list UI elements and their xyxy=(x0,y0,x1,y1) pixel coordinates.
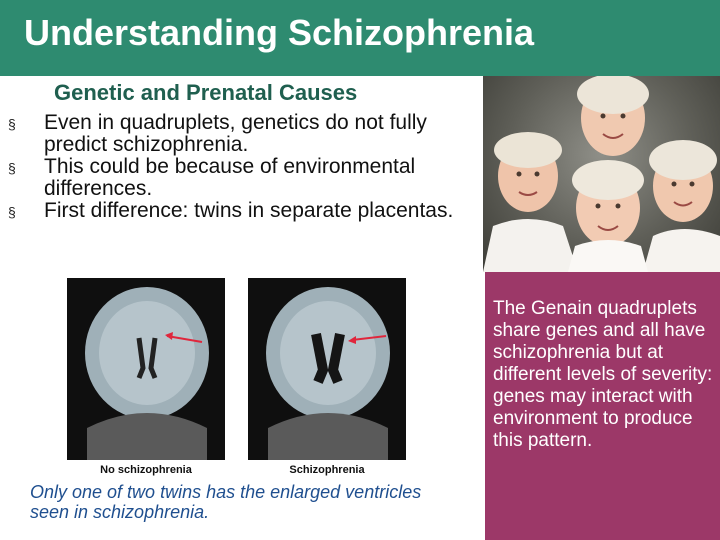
brain-scan-image-left xyxy=(67,278,225,460)
hair-shape xyxy=(494,132,562,168)
bullet-marker: § xyxy=(8,160,16,176)
bullet-marker: § xyxy=(8,204,16,220)
brain-label-left: No schizophrenia xyxy=(100,464,192,476)
clothing-shape xyxy=(483,219,578,272)
clothing-shape xyxy=(568,240,648,272)
hair-shape xyxy=(649,140,717,180)
scan-caption: Only one of two twins has the enlarged ventricles seen in schizophrenia. xyxy=(30,482,422,522)
bullet-marker: § xyxy=(8,116,16,132)
bullet-list xyxy=(4,112,464,222)
brain-label-right: Schizophrenia xyxy=(289,464,365,476)
slide-title: Understanding Schizophrenia xyxy=(24,12,535,53)
bullet-item xyxy=(4,156,464,200)
ventricle-shape xyxy=(316,334,323,382)
title-bar xyxy=(0,0,720,76)
slide-subtitle: Genetic and Prenatal Causes xyxy=(54,80,358,105)
ventricle-shape xyxy=(333,334,340,382)
bullet-text: Even in quadruplets, genetics do not fully predict schizophrenia. xyxy=(44,111,427,156)
hair-shape xyxy=(572,160,644,200)
brain-scan-image-right xyxy=(248,278,406,460)
quadruplets-photo xyxy=(483,76,720,272)
bullet-text: This could be because of environmental differences. xyxy=(44,155,416,200)
bullet-text: First difference: twins in separate placentas. xyxy=(44,199,454,222)
bullet-item xyxy=(4,112,464,156)
quadruplets-illustration xyxy=(483,76,720,272)
side-panel-text: The Genain quadruplets share genes and all have schizophrenia but at different levels of severity: genes may interact with environment to produce this pattern. xyxy=(493,298,713,451)
bullet-item xyxy=(4,200,464,222)
clothing-shape xyxy=(643,229,720,272)
side-panel xyxy=(485,272,720,540)
